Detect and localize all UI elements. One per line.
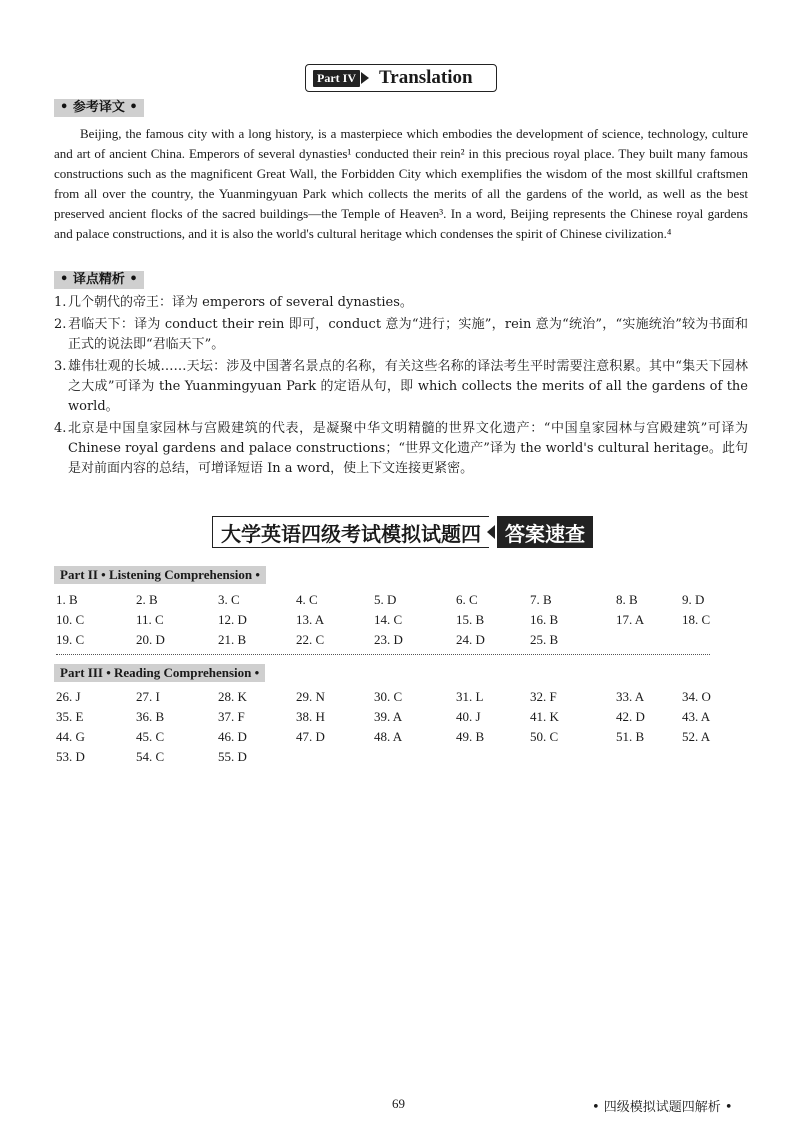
answer-item: 3. C <box>218 592 240 607</box>
answer-item: 39. A <box>374 709 403 724</box>
answer-key-title <box>212 516 593 548</box>
answer-item: 8. B <box>616 592 638 607</box>
answer-item: 26. J <box>56 689 81 704</box>
answer-item: 24. D <box>456 632 485 647</box>
answer-item: 28. K <box>218 689 247 704</box>
arrow-left-icon <box>487 525 495 539</box>
answer-item: 44. G <box>56 729 85 744</box>
footer-label: • 四级模拟试题四解析 • <box>592 1100 733 1115</box>
answer-item: 20. D <box>136 632 165 647</box>
answer-key-tag: 答案速查 <box>497 516 593 548</box>
note-item: 4. 北京是中国皇家园林与宫殿建筑的代表，是凝聚中华文明精髓的世界文化遗产：“中国皇家园林与宫殿建筑”可译为 Chinese royal gardens and palace constructions；“世界文化遗产”译为 the world's cultural heritage。此句是对前面内容的总结，可增译短语 In a word，使上下文连接更紧密。 <box>54 421 748 476</box>
answer-item: 55. D <box>218 749 247 764</box>
answer-item: 38. H <box>296 709 325 724</box>
answer-item: 2. B <box>136 592 158 607</box>
answer-item: 32. F <box>530 689 557 704</box>
reading-heading: Part III • Reading Comprehension • <box>54 664 265 682</box>
note-item: 3. 雄伟壮观的长城……天坛：涉及中国著名景点的名称，有关这些名称的译法考生平时需要注意积累。其中“集天下园林之大成”可译为 the Yuanmingyuan Park 的定语从句，即 which collects the merits of all the gardens of the world。 <box>54 359 748 414</box>
answer-item: 48. A <box>374 729 403 744</box>
answer-item: 15. B <box>456 612 485 627</box>
answer-item: 22. C <box>296 632 325 647</box>
answer-item: 9. D <box>682 592 705 607</box>
answer-item: 23. D <box>374 632 403 647</box>
answer-item: 52. A <box>682 729 711 744</box>
answer-item: 30. C <box>374 689 403 704</box>
notes-heading: • 译点精析 • <box>54 271 144 289</box>
answer-item: 1. B <box>56 592 78 607</box>
answer-item: 49. B <box>456 729 485 744</box>
answer-item: 40. J <box>456 709 481 724</box>
answer-item: 11. C <box>136 612 164 627</box>
answer-item: 46. D <box>218 729 247 744</box>
answer-item: 43. A <box>682 709 711 724</box>
notes-list <box>54 293 748 479</box>
answer-item: 51. B <box>616 729 645 744</box>
answer-item: 16. B <box>530 612 559 627</box>
answer-item: 35. E <box>56 709 84 724</box>
answer-key-exam-title: 大学英语四级考试模拟试题四 <box>212 516 489 548</box>
answer-item: 7. B <box>530 592 552 607</box>
answer-item: 12. D <box>218 612 247 627</box>
answer-item: 13. A <box>296 612 325 627</box>
answer-item: 29. N <box>296 689 325 704</box>
ref-translation-heading: • 参考译文 • <box>54 99 144 117</box>
page-number: 69 <box>392 1096 405 1111</box>
answer-item: 25. B <box>530 632 559 647</box>
answer-item: 45. C <box>136 729 165 744</box>
part-iv-header <box>305 64 497 92</box>
answer-item: 31. L <box>456 689 484 704</box>
answer-item: 41. K <box>530 709 559 724</box>
answer-item: 42. D <box>616 709 645 724</box>
answer-item: 33. A <box>616 689 645 704</box>
part-badge: Part IV <box>313 70 360 87</box>
arrow-right-icon <box>361 72 369 84</box>
answer-item: 53. D <box>56 749 85 764</box>
answer-item: 5. D <box>374 592 397 607</box>
section-divider <box>56 654 710 655</box>
answer-item: 10. C <box>56 612 85 627</box>
answer-item: 50. C <box>530 729 559 744</box>
answer-item: 4. C <box>296 592 318 607</box>
note-item: 2. 君临天下：译为 conduct their rein 即可，conduct 意为“进行；实施”，rein 意为“统治”，“实施统治”较为书面和正式的说法即“君临天下”。 <box>54 317 748 352</box>
answer-item: 18. C <box>682 612 711 627</box>
answer-item: 34. O <box>682 689 711 704</box>
answer-item: 47. D <box>296 729 325 744</box>
answer-item: 17. A <box>616 612 645 627</box>
answer-item: 19. C <box>56 632 85 647</box>
answer-item: 14. C <box>374 612 403 627</box>
answer-item: 36. B <box>136 709 165 724</box>
answer-item: 37. F <box>218 709 245 724</box>
answer-item: 54. C <box>136 749 165 764</box>
part-title: Translation <box>379 67 473 88</box>
answer-item: 27. I <box>136 689 160 704</box>
ref-translation-text <box>54 124 748 244</box>
listening-heading: Part II • Listening Comprehension • <box>54 566 266 584</box>
ref-translation-paragraph: Beijing, the famous city with a long history, is a masterpiece which embodies the development of science, technology, culture and art of ancient China. Emperors of several dynasties¹ conducted their rein² in this precious royal place. They built many famous constructions such as the magnificent Great Wall, the Forbidden City which exemplifies the wisdom of the most skillful craftsmen from all over the country, the Yuanmingyuan Park which collects the merits of all the gardens of the world, as well as the best preserved ancient flocks of the sacred buildings—the Temple of Heaven³. In a word, Beijing represents the Chinese royal gardens and palace constructions, and it is also the world's cultural heritage which condenses the spirit of Chinese civilization.⁴ <box>54 126 748 241</box>
answer-item: 21. B <box>218 632 247 647</box>
note-item: 1. 几个朝代的帝王：译为 emperors of several dynasties。 <box>54 295 413 310</box>
answer-item: 6. C <box>456 592 478 607</box>
